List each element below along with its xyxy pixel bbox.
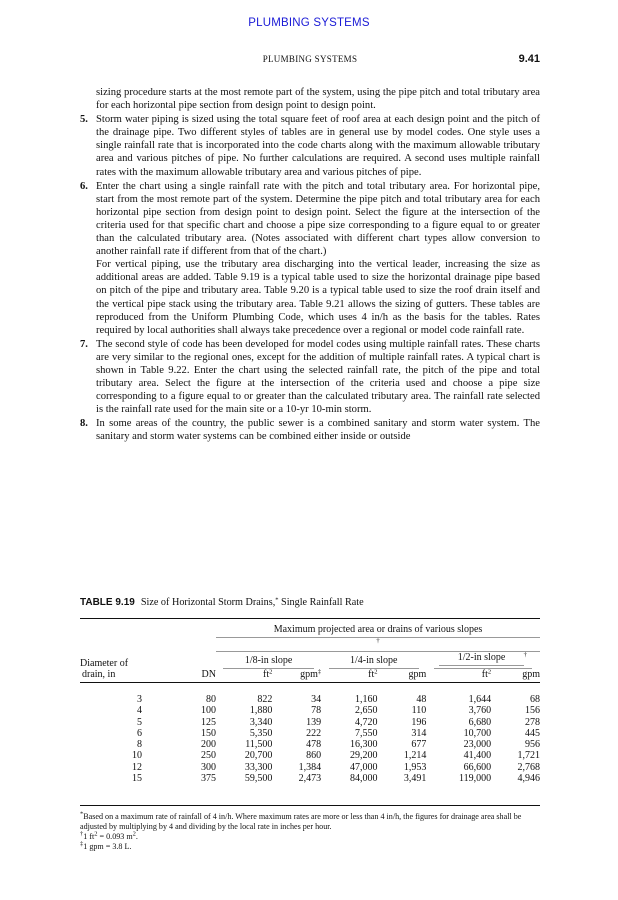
header-blank [180, 652, 216, 669]
cell-flow-quarter: 196 [411, 716, 427, 728]
cell-area-quarter: 7,550 [355, 727, 378, 739]
list-item-8 [80, 417, 540, 443]
cell-diameter: 6 [137, 727, 142, 739]
page-number: 9.41 [518, 53, 540, 65]
col-diameter-header: Diameter of [80, 658, 129, 669]
list-item-5 [80, 113, 540, 178]
cell-dn: 150 [201, 727, 216, 739]
table-row [80, 773, 540, 784]
table-caption-text: Size of Horizontal Storm Drains, [140, 597, 276, 608]
unit-area-header: $ft^2$ [263, 668, 273, 680]
list-item-7 [80, 338, 540, 417]
cell-flow-quarter: 48 [416, 694, 427, 705]
span-header-text: Maximum projected area or drains of various slopes [216, 624, 540, 638]
cell-flow-half: 1,721 [517, 750, 540, 762]
cell-diameter: 15 [132, 773, 142, 785]
cell-dn: 375 [201, 773, 216, 785]
footnote-double-dagger: ‡1 gpm = 3.8 L. [80, 840, 132, 851]
cell-area-eighth: 33,300 [244, 761, 273, 773]
cell-area-eighth: 3,340 [249, 716, 273, 728]
cell-diameter: 5 [137, 716, 142, 728]
cell-area-half: 1,644 [468, 694, 492, 705]
cell-flow-eighth: 1,384 [298, 761, 322, 773]
table-row [80, 705, 540, 716]
table-bottom-rule [80, 805, 540, 806]
list-number: 6. [80, 180, 88, 192]
cell-area-half: 10,700 [463, 727, 492, 739]
cell-dn: 125 [201, 716, 216, 728]
cell-flow-eighth: 860 [306, 750, 322, 762]
top-banner: PLUMBING SYSTEMS [248, 17, 370, 29]
cell-area-half: 41,400 [463, 750, 492, 762]
intro-paragraph: sizing procedure starts at the most remote part of the system, using the pipe pitch and total tributary area for each horizontal pipe section from design point to design point. [96, 87, 540, 112]
group-header-quarter: 1/4-in slope [321, 652, 426, 669]
cell-area-quarter: 84,000 [350, 773, 378, 785]
col-dn-header: DN [201, 669, 216, 680]
unit-flow-header: gpm [408, 669, 427, 680]
cell-area-eighth: 11,500 [245, 739, 273, 751]
cell-flow-half: 4,946 [517, 773, 540, 785]
footnotes [80, 812, 540, 852]
list-item-text: Enter the chart using a single rainfall rate with the pitch and total tributary area. For horizontal pipe, start from the most remote part of the system. Determine the pipe pitch and total tributary area for each horizontal pipe section from design point to design point. Select the figure at the intersection of the criteria used for that specific chart and choose a pipe size corresponding to a figure equal to or greater than the calculated tributary area. (Notes associated with different chart types allow conversion to another rainfall rate if different from that of the chart.) [96, 180, 540, 258]
running-head [80, 54, 540, 68]
header-rule [80, 682, 540, 683]
list-item-text: The second style of code has been developed for model codes using multiple rainfall rates. These charts are very similar to the regional ones, except for the addition of multiple rainfall rates. A typical chart is shown in Table 9.22. Enter the chart using the selected rainfall rate, the pitch of the pipe and total tributary area. Select the figure at the intersection of the criteria used and choose a pipe size corresponding to a figure equal to or greater than the calculated tributary area. The rainfall rate selected is the rainfall rate used for the main site or a 10-yr 10-min storm. [96, 338, 540, 416]
cell-flow-half: 156 [525, 705, 540, 717]
table-body [80, 685, 540, 784]
cell-area-quarter: 4,720 [355, 716, 378, 728]
list-number: 7. [80, 338, 88, 350]
body-text [80, 86, 540, 444]
cell-diameter: 12 [132, 761, 142, 773]
cell-dn: 300 [201, 761, 216, 773]
cell-area-half: 3,760 [468, 705, 492, 717]
cell-area-quarter: 47,000 [350, 761, 378, 773]
cell-flow-half: 956 [525, 739, 540, 751]
cell-dn: 250 [201, 750, 216, 762]
cell-area-half: 23,000 [463, 739, 492, 751]
table-caption-tail: Single Rainfall Rate [278, 597, 364, 608]
cell-area-quarter: 16,300 [350, 739, 378, 751]
cell-dn: 100 [201, 705, 216, 717]
span-header-mark: † [376, 637, 380, 645]
cell-area-half: 119,000 [458, 773, 492, 785]
table-top-rule [80, 618, 540, 619]
cell-flow-half: 445 [525, 727, 540, 739]
header-blank [80, 624, 180, 652]
footnote-star: *Based on a maximum rate of rainfall of 4 in/h. Where maximum rates are more or less than 4 in/h, the figures for drainage area shall be adjusted by multiplying by 4 and dividing by the local rate in inches per hour. [80, 810, 522, 831]
list-number: 5. [80, 114, 88, 126]
cell-flow-quarter: 1,953 [403, 761, 427, 773]
table-row [80, 750, 540, 761]
cell-area-eighth: 5,350 [249, 727, 273, 739]
unit-area-header: $ft^2$ [368, 668, 378, 680]
list-item-text: In some areas of the country, the public sewer is a combined sanitary and storm water system. The sanitary and storm water systems can be combined either inside or outside [96, 418, 540, 443]
cell-area-eighth: 1,880 [249, 705, 273, 717]
cell-flow-eighth: 139 [306, 716, 322, 728]
cell-area-half: 66,600 [463, 761, 492, 773]
cell-flow-half: 68 [530, 694, 540, 705]
header-blank [180, 624, 216, 652]
table-caption [80, 597, 540, 608]
cell-flow-quarter: 314 [411, 727, 427, 739]
group-header-half: 1/2-in slope † [426, 652, 540, 669]
table-label: TABLE 9.19 [80, 597, 135, 608]
cell-diameter: 3 [137, 694, 142, 705]
storm-drain-table [80, 624, 540, 784]
list-item-text: Storm water piping is sized using the total square feet of roof area at each design point and the pitch of the drainage pipe. Two different styles of tables are in general use by model codes. One style uses a single rainfall rate that is incorporated into the code charts along with the maximum allowable tributary area and various pitches of pipe. No further calculations are required. A second uses multiple rainfall rates with the maximum allowable tributary area and various pitches of pipe. [96, 114, 540, 178]
table-row [80, 739, 540, 750]
table-row [80, 728, 540, 739]
cell-area-eighth: 59,500 [244, 773, 273, 785]
unit-flow-header: gpm [522, 669, 540, 680]
running-head-title: PLUMBING SYSTEMS [262, 54, 358, 64]
table-row [80, 762, 540, 773]
cell-flow-half: 278 [525, 716, 540, 728]
caption-footnote-mark: * [275, 596, 279, 604]
vertical-piping-paragraph: For vertical piping, use the tributary area discharging into the vertical leader, increasing the size as additional areas are added. Table 9.19 is a typical table used to size the horizontal drainage pipe based on pitch of the pipe and tributary area. Table 9.20 is a typical table used to size the roof drain itself and the vertical pipe stack using the tributary area. Table 9.21 allows the sizing of gutters. These tables are reproduced from the Uniform Plumbing Code, which uses 4 in/h as the basis for the tables. Rates required by local authorities shall always take precedence over a regional or model code rainfall rate. [96, 259, 540, 336]
cell-diameter: 10 [132, 750, 142, 762]
table-row [80, 685, 540, 705]
cell-area-quarter: 29,200 [350, 750, 378, 762]
cell-area-quarter: 2,650 [355, 705, 378, 717]
group-header-eighth: 1/8-in slope [216, 652, 321, 669]
cell-diameter: 4 [137, 705, 142, 717]
table-row [80, 717, 540, 728]
cell-area-half: 6,680 [468, 716, 492, 728]
cell-flow-half: 2,768 [517, 761, 540, 773]
cell-flow-eighth: 78 [311, 705, 322, 717]
footnote-dagger: †1 $ft^2 = 0.093$ $m^2$. [80, 830, 138, 841]
cell-flow-quarter: 1,214 [403, 750, 427, 762]
cell-dn: 80 [206, 694, 216, 705]
list-number: 8. [80, 418, 88, 430]
cell-flow-quarter: 677 [411, 739, 427, 751]
cell-area-quarter: 1,160 [355, 694, 378, 705]
span-header [216, 624, 540, 652]
cell-diameter: 8 [137, 739, 142, 751]
cell-flow-eighth: 34 [311, 694, 322, 705]
col-diameter-header-2: drain, in [82, 669, 116, 680]
cell-flow-eighth: 2,473 [298, 773, 322, 785]
cell-flow-quarter: 3,491 [403, 773, 427, 785]
group-header-mark: † [523, 651, 527, 659]
cell-area-eighth: 20,700 [244, 750, 273, 762]
list-item-6 [80, 180, 540, 259]
unit-area-header: $ft^2$ [481, 668, 492, 680]
unit-flow-header: gpm‡ [300, 668, 322, 680]
cell-area-eighth: 822 [257, 694, 273, 705]
cell-flow-eighth: 478 [306, 739, 322, 751]
cell-flow-quarter: 110 [411, 705, 427, 717]
cell-dn: 200 [201, 739, 216, 751]
cell-flow-eighth: 222 [306, 727, 322, 739]
